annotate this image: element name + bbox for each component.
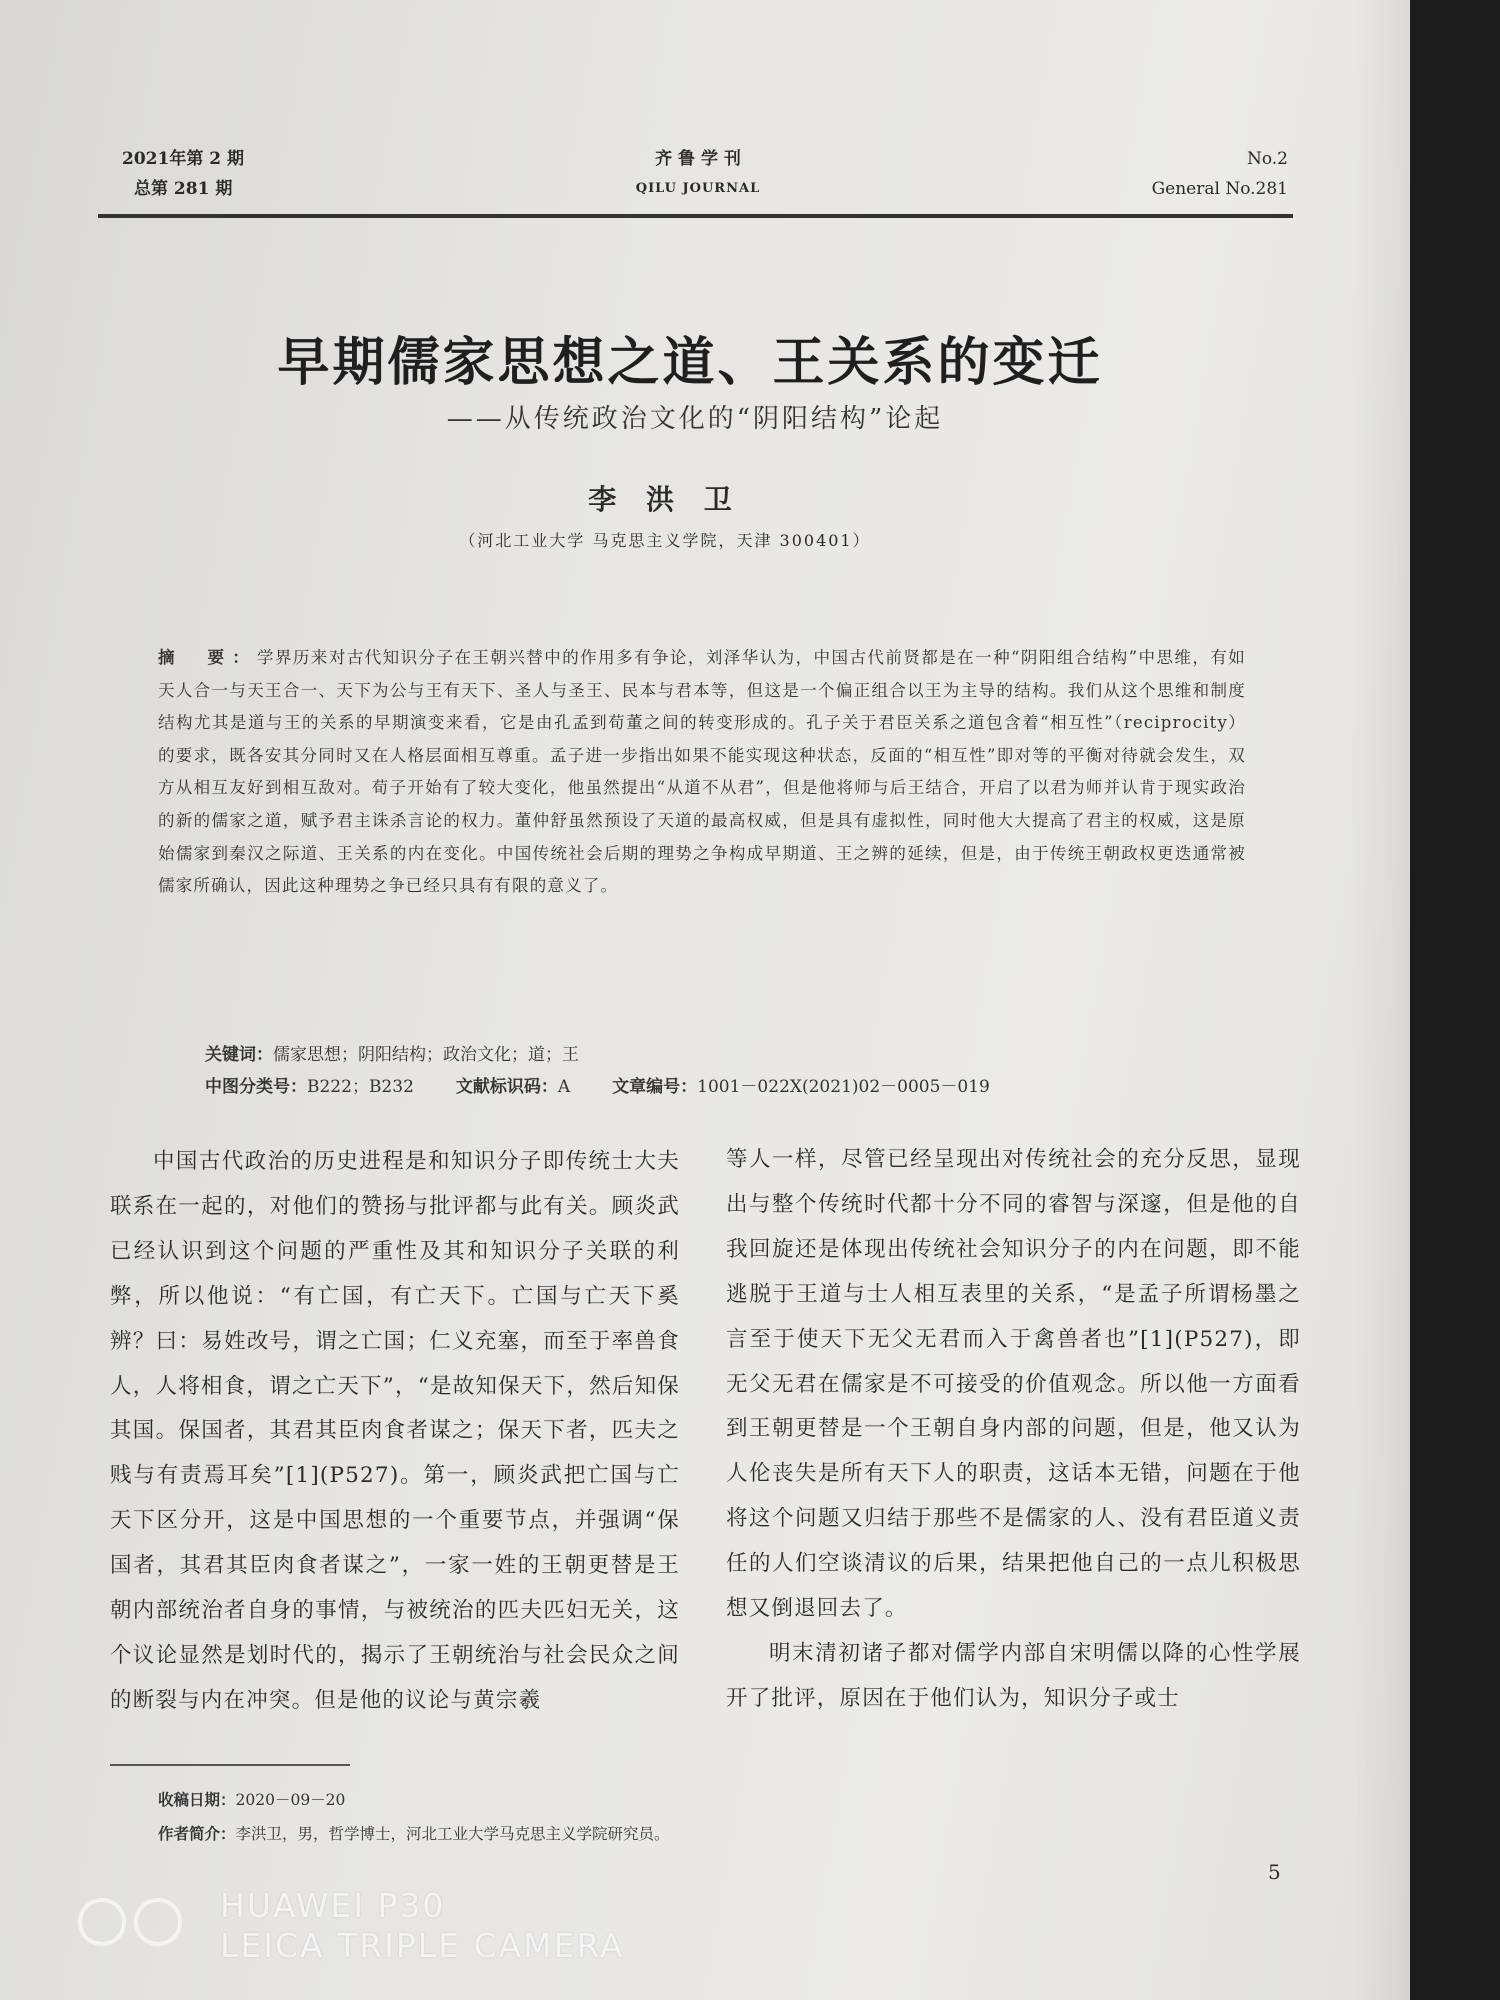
clc-label: 中图分类号：	[205, 1077, 307, 1097]
issue-no-en: No.2	[1246, 149, 1288, 169]
journal-name-en: QILU JOURNAL	[635, 181, 761, 196]
issue-number: 2021年第 2 期	[122, 149, 244, 169]
issue-info-en	[1152, 144, 1288, 204]
doc-code-value: A	[557, 1077, 571, 1097]
article-author: 李 洪 卫	[588, 483, 742, 516]
watermark-line2: LEICA TRIPLE CAMERA	[220, 1926, 625, 1965]
article-subtitle: ——从传统政治文化的“阴阳结构”论起	[446, 404, 944, 434]
body-paragraph: 等人一样，尽管已经呈现出对传统社会的充分反思，显现出与整个传统时代都十分不同的睿智与深邃，但是他的自我回旋还是体现出传统社会知识分子的内在问题，即不能逃脱于王道与士人相互表里的关系，“是孟子所谓杨墨之言至于使天下无父无君而入于禽兽者也”[1](P527)，即无父无君在儒家是不可接受的价值观念。所以他一方面看到王朝更替是一个王朝自身内部的问题，但是，他又认为人伦丧失是所有天下人的职责，这话本无错，问题在于他将这个问题又归结于那些不是儒家的人、没有君臣道义责任的人们空谈清议的后果，结果把他自己的一点儿积极思想又倒退回去了。	[726, 1147, 1301, 1622]
leica-triple-camera-icon	[74, 1892, 194, 1952]
body-column-right	[726, 1138, 1301, 1722]
received-date	[158, 1788, 345, 1810]
body-column-left	[110, 1140, 680, 1724]
body-paragraph: 明末清初诸子都对儒学内部自宋明儒以降的心性学展开了批评，原因在于他们认为，知识分子或士	[726, 1640, 1301, 1711]
clc-value: B222；B232	[307, 1077, 414, 1097]
total-issue-number: 总第 281 期	[134, 179, 233, 199]
watermark-text	[220, 1886, 625, 1966]
abstract-text: 学界历来对古代知识分子在王朝兴替中的作用多有争论，刘泽华认为，中国古代前贤都是在一种“阴阳组合结构”中思维，有如天人合一与天王合一、天下为公与王有天下、圣人与圣王、民本与君本等，但这是一个偏正组合以王为主导的结构。我们从这个思维和制度结构尤其是道与王的关系的早期演变来看，它是由孔孟到荀董之间的转变形成的。孔子关于君臣关系之道包含着“相互性”（reciprocity）的要求，既各安其分同时又在人格层面相互尊重。孟子进一步指出如果不能实现这种状态，反面的“相互性”即对等的平衡对待就会发生，双方从相互友好到相互敌对。荀子开始有了较大变化，他虽然提出“从道不从君”，但是他将师与后王结合，开启了以君为师并认肯于现实政治的新的儒家之道，赋予君主诛杀言论的权力。董仲舒虽然预设了天道的最高权威，但是具有虚拟性，同时他大大提高了君主的权威，这是原始儒家到秦汉之际道、王关系的内在变化。中国传统社会后期的理势之争构成早期道、王之辨的延续，但是，由于传统王朝政权更迭通常被儒家所确认，因此这种理势之争已经只具有有限的意义了。	[158, 648, 1246, 896]
journal-name	[633, 144, 763, 204]
watermark-line1: HUAWEI P30	[220, 1886, 446, 1925]
abstract	[158, 642, 1246, 903]
page-header	[98, 144, 1288, 214]
classification-line	[205, 1072, 990, 1097]
footnote-rule	[110, 1764, 350, 1766]
received-label: 收稿日期：	[158, 1790, 236, 1809]
doc-code-label: 文献标识码：	[455, 1077, 558, 1097]
page-shadow	[1350, 0, 1410, 2000]
camera-watermark	[74, 1886, 674, 1966]
keywords-text: 儒家思想；阴阳结构；政治文化；道；王	[273, 1045, 579, 1065]
author-bio-label: 作者简介：	[158, 1824, 236, 1843]
journal-name-cn: 齐 鲁 学 刊	[655, 149, 741, 169]
author-bio-text: 李洪卫，男，哲学博士，河北工业大学马克思主义学院研究员。	[235, 1825, 670, 1843]
article-title: 早期儒家思想之道、王关系的变迁	[277, 332, 1103, 393]
keywords	[205, 1040, 579, 1065]
received-value: 2020－09－20	[235, 1791, 346, 1809]
article-no-value: 1001－022X(2021)02－0005－019	[697, 1077, 990, 1097]
author-bio	[158, 1822, 670, 1844]
keywords-label: 关键词：	[205, 1045, 273, 1065]
body-paragraph: 中国古代政治的历史进程是和知识分子即传统士大夫联系在一起的，对他们的赞扬与批评都与此有关。顾炎武已经认识到这个问题的严重性及其和知识分子关联的利弊，所以他说：“有亡国，有亡天下。亡国与亡天下奚辨？曰：易姓改号，谓之亡国；仁义充塞，而至于率兽食人，人将相食，谓之亡天下”，“是故知保天下，然后知保其国。保国者，其君其臣肉食者谋之；保天下者，匹夫之贱与有责焉耳矣”[1](P527)。第一，顾炎武把亡国与亡天下区分开，这是中国思想的一个重要节点，并强调“保国者，其君其臣肉食者谋之”，一家一姓的王朝更替是王朝内部统治者自身的事情，与被统治的匹夫匹妇无关，这个议论显然是划时代的，揭示了王朝统治与社会民众之间的断裂与内在冲突。但是他的议论与黄宗羲	[110, 1149, 680, 1713]
header-rule	[98, 214, 1293, 218]
general-no-en: General No.281	[1151, 179, 1288, 199]
issue-info	[122, 144, 244, 204]
abstract-label: 摘 要：	[158, 648, 258, 667]
article-no-label: 文章编号：	[612, 1077, 698, 1097]
page-number: 5	[1268, 1860, 1281, 1884]
author-affiliation: （河北工业大学 马克思主义学院，天津 300401）	[459, 531, 871, 550]
